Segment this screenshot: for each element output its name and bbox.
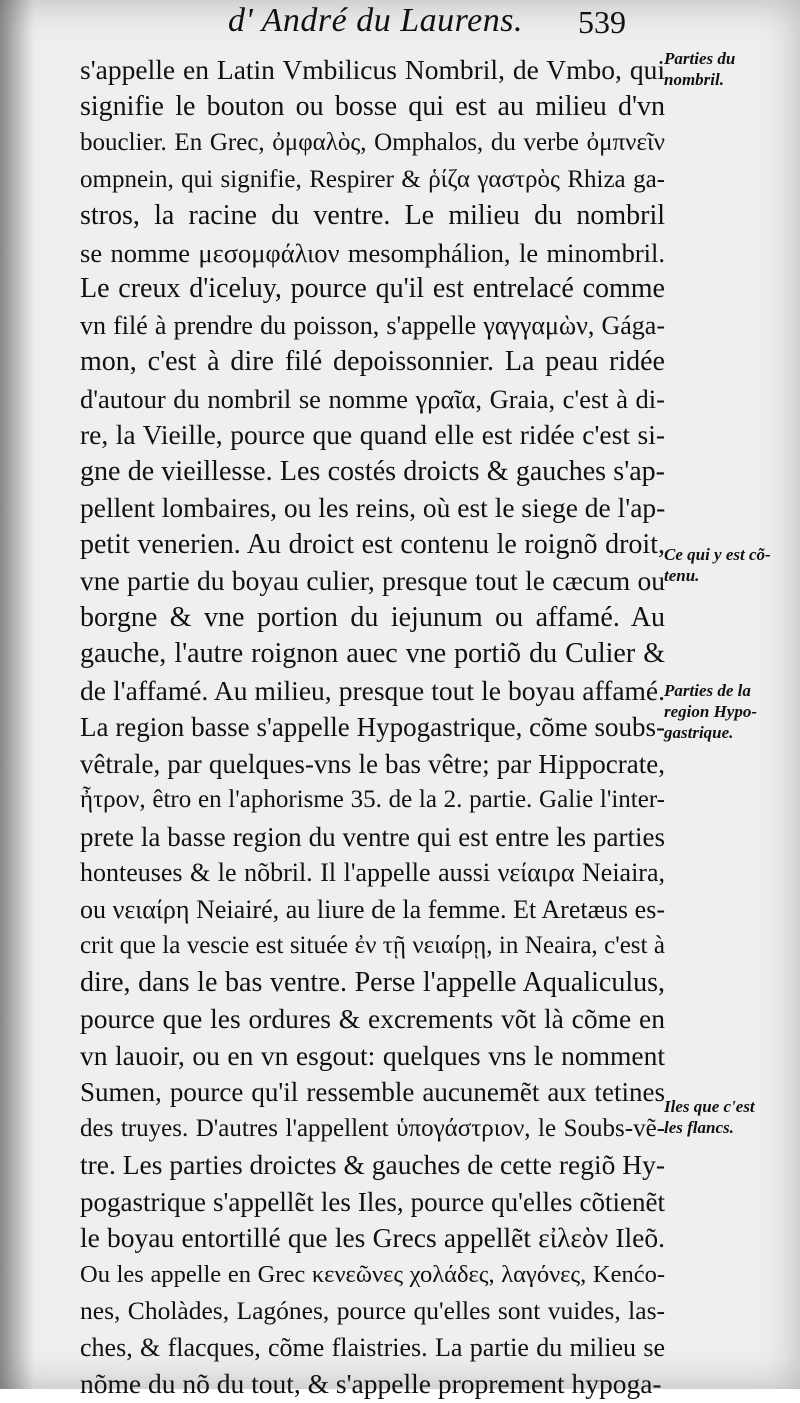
margin-note: [664, 544, 800, 586]
text-line: honteuses & le nõbril. Il l'appelle aussi νείαιρα Neiaira,: [80, 858, 665, 887]
text-line: le boyau entortillé que les Grecs appellẽt εἰλεὸν Ileõ.: [80, 1222, 665, 1253]
text-line: crit que la vescie est située ἐν τῇ νειαίρῃ, in Neaira, c'est à: [80, 932, 665, 959]
text-line: ches, & flacques, cõme flaistries. La partie du milieu se: [80, 1332, 665, 1362]
margin-note-line: Parties de la: [664, 681, 751, 700]
text-line: La region basse s'appelle Hypogastrique, cõme soubs-: [80, 712, 665, 742]
text-line: s'appelle en Latin Vmbilicus Nombril, de Vmbo, qui: [80, 54, 665, 85]
margin-note-line: nombril.: [664, 70, 724, 89]
margin-note: [664, 680, 800, 743]
margin-note: [664, 48, 800, 90]
margin-note-line: gastrique.: [664, 723, 734, 742]
text-line: vne partie du boyau culier, presque tout le cæcum ou: [80, 565, 665, 596]
running-head: d' André du Laurens.: [228, 2, 523, 39]
text-line: bouclier. En Grec, ὀμφαλὸς, Omphalos, du verbe ὀμπνεῖν: [80, 129, 665, 156]
text-line: vêtrale, par quelques-vns le bas vêtre; par Hippocrate,: [80, 748, 665, 779]
margin-note-line: Ce qui y est cõ-: [664, 545, 771, 564]
text-line: nes, Cholàdes, Lagónes, pource qu'elles sont vuides, las-: [80, 1296, 665, 1325]
text-line: stros, la racine du ventre. Le milieu du nombril: [80, 200, 665, 231]
margin-note-line: les flancs.: [664, 1118, 734, 1137]
text-line: ἦτρον, êtro en l'aphorisme 35. de la 2. partie. Galie l'inter-: [80, 786, 665, 813]
text-line: tre. Les parties droictes & gauches de cette regiõ Hy-: [80, 1149, 665, 1180]
text-line: se nomme μεσομφάλιον mesomphálion, le minombril.: [80, 237, 665, 268]
text-line: gauche, l'autre roignon auec vne portiõ du Culier &: [80, 638, 665, 669]
text-line: re, la Vieille, pource que quand elle est ridée c'est si-: [80, 419, 665, 450]
margin-note-line: Iles que c'est: [664, 1097, 755, 1116]
text-line: pource que les ordures & excrements võt là cõme en: [80, 1003, 665, 1034]
margin-notes: [664, 0, 800, 1389]
text-line: ou νειαίρη Neiairé, au liure de la femme. Et Aretæus es-: [80, 894, 665, 924]
text-line: signifie le bouton ou bosse qui est au milieu d'vn: [80, 90, 665, 122]
text-line: ompnein, qui signifie, Respirer & ῥίζα γαστρὸς Rhiza ga-: [80, 165, 665, 193]
text-line: Sumen, pource qu'il ressemble aucunemẽt aux tetines: [80, 1077, 665, 1107]
text-line: petit venerien. Au droict est contenu le roignõ droit,: [80, 528, 665, 560]
text-line: des truyes. D'autres l'appellent ὑπογάστριον, le Soubs-vẽ-: [80, 1114, 665, 1142]
text-line: pogastrique s'appellẽt les Iles, pource qu'elles cõtienẽt: [80, 1186, 665, 1217]
text-line: d'autour du nombril se nomme γραῖα, Graia, c'est à di-: [80, 383, 665, 414]
text-line: dire, dans le bas ventre. Perse l'appelle Aqualiculus,: [80, 966, 665, 998]
text-line: nõme du nõ du tout, & s'appelle proprement hypoga-: [80, 1368, 662, 1399]
text-line: borgne & vne portion du iejunum ou affamé. Au: [80, 601, 665, 633]
margin-note-line: tenu.: [664, 566, 700, 585]
text-line: gne de vieillesse. Les costés droicts & gauches s'ap-: [80, 455, 665, 487]
text-line: prete la basse region du ventre qui est entre les parties: [80, 821, 665, 852]
text-line: Le creux d'iceluy, pource qu'il est entrelacé comme: [80, 273, 665, 304]
text-line: pellent lombaires, ou les reins, où est le siege de l'ap-: [80, 492, 665, 523]
text-line: vn filé à prendre du poisson, s'appelle γαγγαμὼν, Gága-: [80, 310, 665, 340]
text-line: vn lauoir, ou en vn esgout: quelques vns le nomment: [80, 1039, 665, 1071]
text-line: Ou les appelle en Grec κενεῶνες χολάδες, λαγόνες, Kenćo-: [80, 1260, 665, 1288]
page-number: 539: [578, 4, 626, 40]
body-text: [80, 52, 665, 1403]
margin-note-line: region Hypo-: [664, 702, 758, 721]
margin-note: [664, 1096, 800, 1138]
margin-note-line: Parties du: [664, 49, 736, 68]
page-edge-shadow: [0, 0, 34, 1389]
text-line: mon, c'est à dire filé depoissonnier. La peau ridée: [80, 346, 665, 377]
text-line: de l'affamé. Au milieu, presque tout le boyau affamé.: [80, 674, 665, 706]
